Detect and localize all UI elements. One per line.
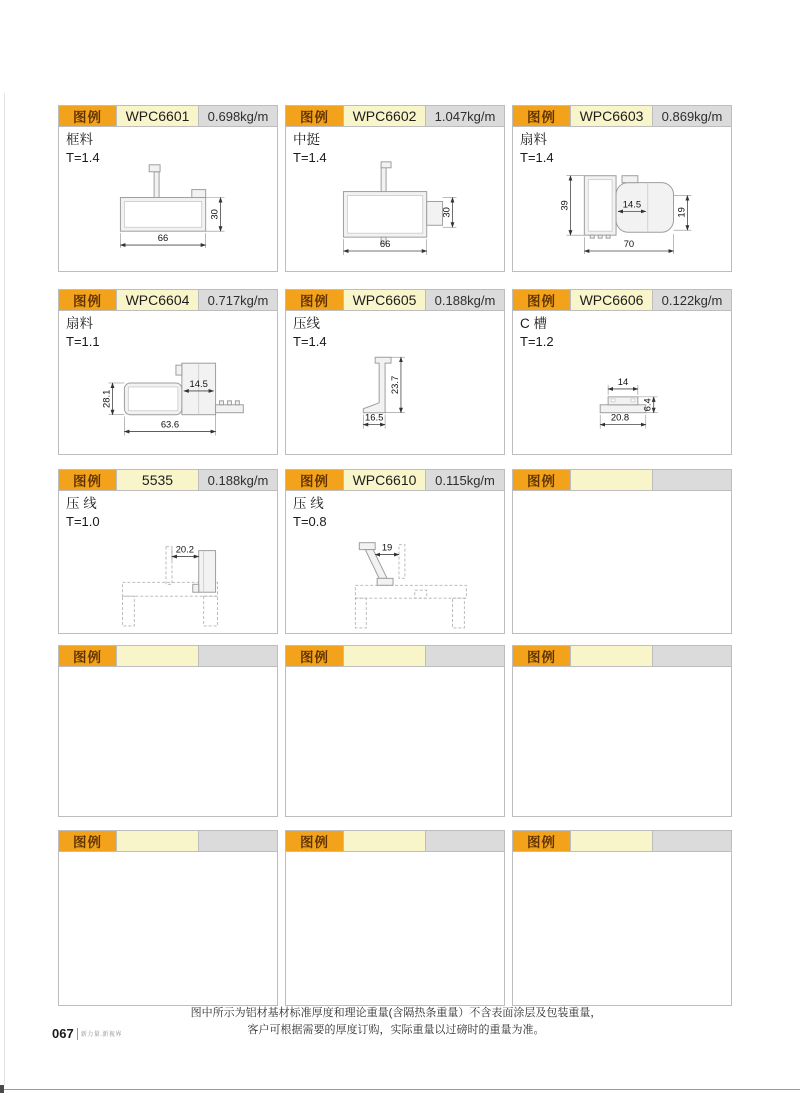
dim-width-label: 66	[379, 238, 391, 250]
legend-header: 图例	[58, 469, 117, 491]
model-code: WPC6601	[117, 105, 199, 127]
card-body	[58, 667, 278, 817]
footer-note-line1: 图中所示为铝材基材标准厚度和理论重量(含隔热条重量）不含表面涂层及包装重量，	[190, 1007, 602, 1019]
dim-width-label: 20.8	[610, 411, 630, 423]
weight-label	[653, 830, 732, 852]
profile-type: 中挺	[293, 132, 320, 147]
card-header	[58, 105, 278, 127]
card-header	[285, 469, 505, 491]
profile-type-block	[293, 131, 327, 167]
profile-type-block	[293, 315, 327, 351]
model-code	[344, 830, 426, 852]
profile-thickness: T=1.4	[520, 150, 554, 165]
model-code: WPC6603	[571, 105, 653, 127]
card-body	[58, 852, 278, 1006]
weight-label: 0.188kg/m	[426, 289, 505, 311]
profile-card-wpc6610	[285, 469, 505, 634]
card-header	[58, 469, 278, 491]
model-code	[344, 645, 426, 667]
card-header	[58, 830, 278, 852]
legend-header: 图例	[58, 645, 117, 667]
card-body	[285, 667, 505, 817]
footer-note-line2: 客户可根据需要的厚度订购，实际重量以过磅时的重量为准。	[247, 1024, 545, 1036]
card-body	[285, 311, 505, 455]
profile-type: 扇料	[66, 316, 93, 331]
legend-header: 图例	[285, 645, 344, 667]
card-body	[58, 127, 278, 272]
card-body	[512, 667, 732, 817]
weight-label: 0.717kg/m	[199, 289, 278, 311]
profile-type: 压 线	[66, 496, 97, 511]
card-header	[285, 645, 505, 667]
grid-row-5	[58, 830, 734, 1006]
legend-header: 图例	[285, 830, 344, 852]
legend-header: 图例	[512, 105, 571, 127]
model-code	[117, 645, 199, 667]
dim-width-label: 70	[623, 238, 635, 250]
card-body	[285, 852, 505, 1006]
legend-header: 图例	[285, 469, 344, 491]
model-code: WPC6610	[344, 469, 426, 491]
dim-height-label: 30	[208, 209, 220, 220]
weight-label: 0.115kg/m	[426, 469, 505, 491]
card-header	[58, 289, 278, 311]
grid-row-4	[58, 645, 734, 817]
model-code	[117, 830, 199, 852]
profile-card-wpc6602	[285, 105, 505, 272]
weight-label: 0.122kg/m	[653, 289, 732, 311]
profile-type: 扇料	[520, 132, 547, 147]
dim-right-label: 19	[675, 207, 687, 218]
model-code	[571, 469, 653, 491]
profile-type: 框料	[66, 132, 93, 147]
profile-card-wpc6606	[512, 289, 732, 455]
profile-thickness: T=1.2	[520, 334, 554, 349]
dim-left-label: 28.1	[100, 389, 112, 409]
model-code: WPC6604	[117, 289, 199, 311]
card-body	[285, 127, 505, 272]
profile-card-wpc6603	[512, 105, 732, 272]
profile-thickness: T=0.8	[293, 514, 327, 529]
page-number-block	[52, 1026, 122, 1041]
legend-header: 图例	[512, 645, 571, 667]
model-code: WPC6606	[571, 289, 653, 311]
profile-card-empty	[512, 645, 732, 817]
profile-card-empty	[58, 830, 278, 1006]
profile-thickness: T=1.4	[293, 150, 327, 165]
dim-inner-label: 14.5	[189, 377, 208, 389]
card-header	[285, 289, 505, 311]
weight-label	[199, 645, 278, 667]
card-header	[512, 469, 732, 491]
card-body	[512, 491, 732, 634]
profile-type-block	[66, 131, 100, 167]
weight-label	[653, 469, 732, 491]
dim-width-label: 19	[381, 541, 393, 553]
legend-header: 图例	[512, 830, 571, 852]
dim-left-label: 39	[558, 200, 570, 211]
dim-top-label: 14	[617, 375, 629, 387]
grid-row-2	[58, 289, 734, 455]
weight-label	[653, 645, 732, 667]
dim-inner-label: 14.5	[622, 198, 642, 210]
profile-card-empty	[285, 645, 505, 817]
model-code: WPC6605	[344, 289, 426, 311]
legend-header: 图例	[512, 289, 571, 311]
model-code	[571, 830, 653, 852]
legend-header: 图例	[285, 289, 344, 311]
legend-header: 图例	[512, 469, 571, 491]
card-header	[512, 830, 732, 852]
profile-thickness: T=1.0	[66, 514, 100, 529]
page-left-hairline	[4, 93, 5, 1085]
page-number-divider	[77, 1028, 78, 1040]
profile-type: 压 线	[293, 496, 324, 511]
profile-type-block	[520, 315, 554, 351]
profile-card-wpc6601	[58, 105, 278, 272]
profile-card-empty	[58, 645, 278, 817]
dim-height-label: 30	[440, 207, 452, 218]
weight-label	[426, 645, 505, 667]
profile-thickness: T=1.4	[66, 150, 100, 165]
card-header	[512, 105, 732, 127]
card-header	[512, 645, 732, 667]
bottom-left-tick	[0, 1085, 4, 1093]
weight-label: 0.188kg/m	[199, 469, 278, 491]
page-tagline: 新力量.新视界	[80, 1032, 122, 1038]
weight-label	[426, 830, 505, 852]
card-body	[58, 491, 278, 634]
grid-row-3	[58, 469, 734, 634]
card-body	[512, 311, 732, 455]
card-header	[58, 645, 278, 667]
profile-card-wpc6604	[58, 289, 278, 455]
weight-label: 0.698kg/m	[199, 105, 278, 127]
dim-width-label: 16.5	[365, 411, 384, 423]
card-body	[285, 491, 505, 634]
bottom-rule	[0, 1089, 800, 1090]
profile-card-5535	[58, 469, 278, 634]
profile-type-block	[66, 315, 100, 351]
model-code: WPC6602	[344, 105, 426, 127]
profile-type: 压线	[293, 316, 320, 331]
profile-thickness: T=1.1	[66, 334, 100, 349]
legend-header: 图例	[285, 105, 344, 127]
legend-header: 图例	[58, 105, 117, 127]
profile-type-block	[520, 131, 554, 167]
profile-card-empty	[512, 830, 732, 1006]
model-code	[571, 645, 653, 667]
profile-type-block	[293, 495, 327, 531]
profile-card-empty	[285, 830, 505, 1006]
footer-note	[58, 1005, 734, 1039]
profile-type-block	[66, 495, 100, 531]
grid-row-1	[58, 105, 734, 272]
legend-header: 图例	[58, 289, 117, 311]
profile-thickness: T=1.4	[293, 334, 327, 349]
legend-header: 图例	[58, 830, 117, 852]
profile-type: C 槽	[520, 316, 547, 331]
card-header	[285, 105, 505, 127]
model-code: 5535	[117, 469, 199, 491]
card-header	[512, 289, 732, 311]
dim-height-label: 23.7	[388, 375, 400, 395]
dim-width-label: 63.6	[160, 418, 180, 430]
card-header	[285, 830, 505, 852]
card-body	[58, 311, 278, 455]
weight-label	[199, 830, 278, 852]
page-number: 067	[52, 1026, 74, 1041]
dim-height-label: 6.4	[641, 398, 653, 412]
weight-label: 1.047kg/m	[426, 105, 505, 127]
card-body	[512, 852, 732, 1006]
weight-label: 0.869kg/m	[653, 105, 732, 127]
profile-card-empty	[512, 469, 732, 634]
card-body	[512, 127, 732, 272]
dim-width-label: 20.2	[175, 543, 195, 555]
dim-width-label: 66	[157, 232, 169, 244]
profile-card-wpc6605	[285, 289, 505, 455]
